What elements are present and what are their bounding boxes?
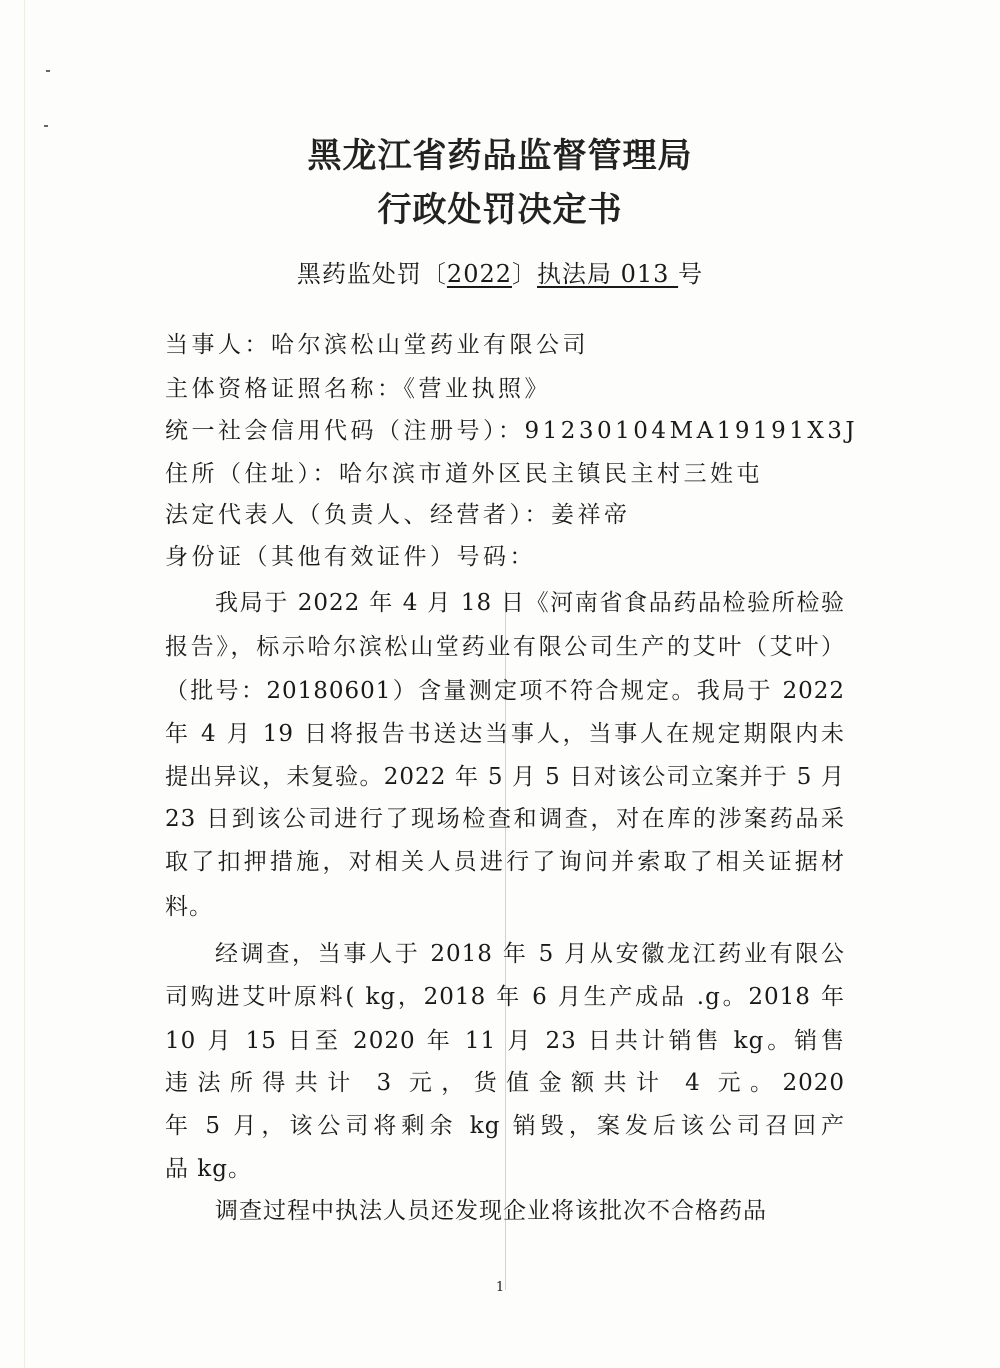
doc-number-office: 执法局 013 (537, 260, 679, 288)
paragraph1-line: 23 日到该公司进行了现场检查和调查，对在库的涉案药品采 (165, 806, 845, 832)
title-agency: 黑龙江省药品监督管理局 (307, 136, 693, 176)
paragraph2-line: 年 5 月，该公司将剩余 kg 销毁，案发后该公司召回产 (165, 1113, 845, 1139)
scan-speck (44, 125, 48, 127)
paragraph2-line: 10 月 15 日至 2020 年 11 月 23 日共计销售 kg。销售 (165, 1028, 845, 1054)
paragraph1-line: 我局于 2022 年 4 月 18 日《河南省食品药品检验所检验 (215, 590, 845, 616)
paragraph2-line: 违法所得共计 3 元，货值金额共计 4 元。2020 (165, 1070, 845, 1096)
paragraph1-line: 提出异议，未复验。2022 年 5 月 5 日对该公司立案并于 5 月 (165, 764, 845, 790)
address: 住所（住址）：哈尔滨市道外区民主镇民主村三姓屯 (165, 461, 763, 487)
id-number-label (165, 538, 640, 571)
page-number: 1 (495, 1280, 505, 1295)
license-name: 主体资格证照名称：《营业执照》 (165, 376, 551, 402)
paragraph1-line: 年 4 月 19 日将报告书送达当事人，当事人在规定期限内未 (165, 721, 845, 747)
paragraph2-line: 品 kg。 (165, 1156, 252, 1182)
doc-number-prefix: 黑药监处罚〔 (296, 260, 447, 288)
scan-speck (46, 70, 50, 72)
id-number-redacted (536, 538, 640, 571)
paragraph1-line: 取了扣押措施，对相关人员进行了询问并索取了相关证据材 (165, 849, 845, 875)
doc-number-year: 2022 (446, 260, 512, 288)
paragraph1-line: 料。 (165, 894, 213, 920)
doc-number-bracket: 〕 (512, 260, 537, 288)
legal-representative: 法定代表人（负责人、经营者）：姜祥帝 (165, 502, 631, 528)
paragraph1-line: 报告》，标示哈尔滨松山堂药业有限公司生产的艾叶（艾叶） (165, 634, 845, 660)
doc-number-suffix: 号 (678, 260, 704, 288)
id-number-label-text: 身份证（其他有效证件）号码： (165, 544, 536, 570)
document-number (0, 254, 1000, 289)
paragraph3-line: 调查过程中执法人员还发现企业将该批次不合格药品 (215, 1198, 767, 1224)
title-doc-type: 行政处罚决定书 (377, 190, 623, 230)
party-name: 当事人：哈尔滨松山堂药业有限公司 (165, 332, 589, 358)
paragraph2-line: 经调查，当事人于 2018 年 5 月从安徽龙江药业有限公 (215, 941, 845, 967)
paragraph2-line: 司购进艾叶原料( kg，2018 年 6 月生产成品 .g。2018 年 (165, 984, 845, 1010)
paragraph1-line: （批号：20180601）含量测定项不符合规定。我局于 2022 (165, 678, 845, 704)
credit-code: 统一社会信用代码（注册号）：91230104MA19191X3J (165, 418, 859, 444)
